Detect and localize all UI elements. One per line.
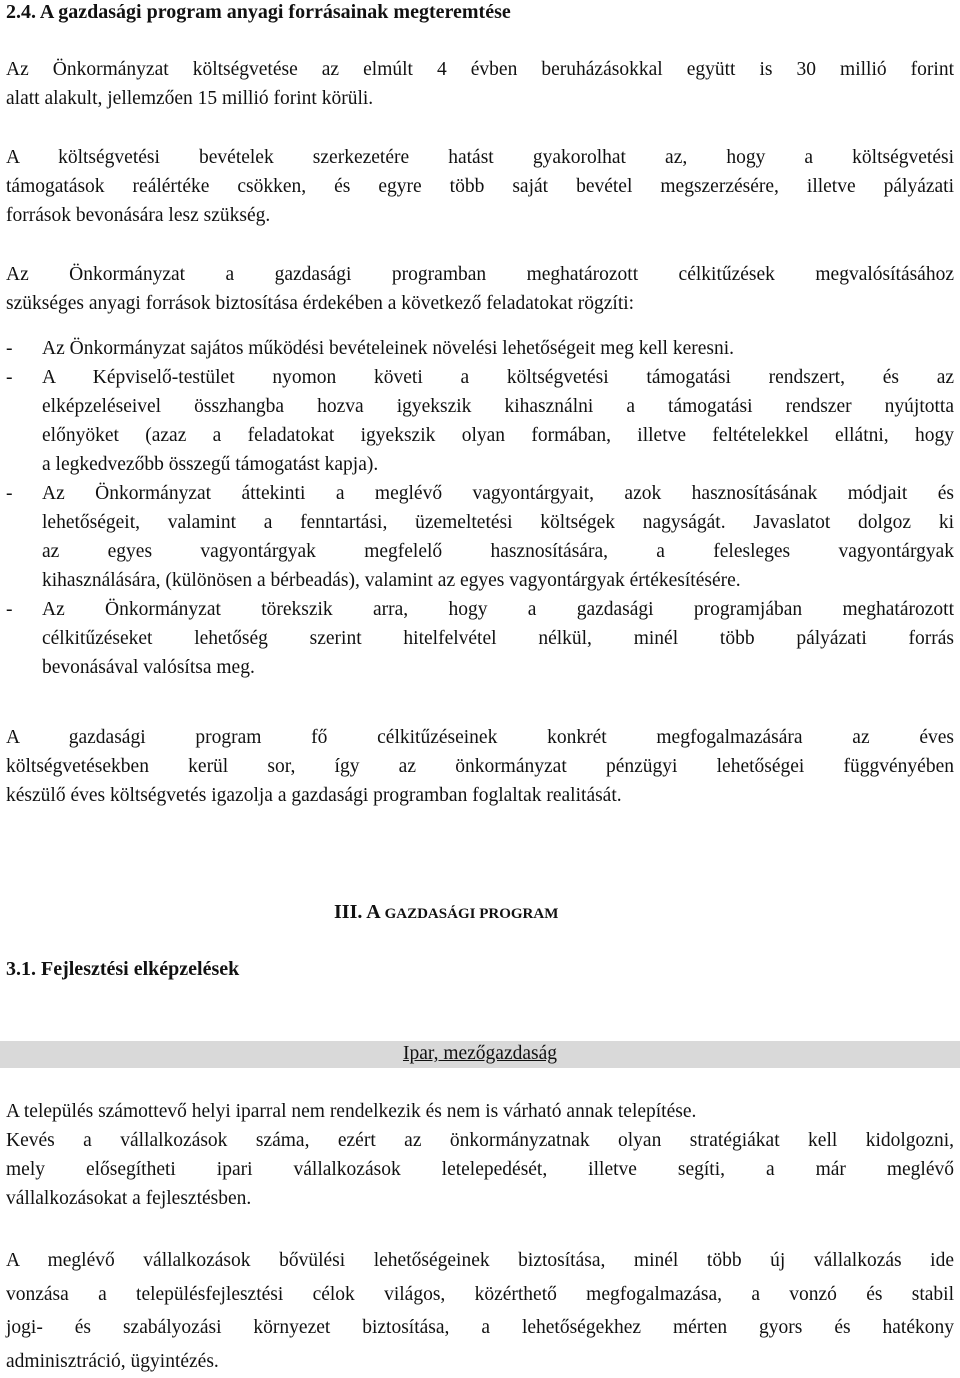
text-line: vállalkozásokat a fejlesztésben. bbox=[6, 1184, 954, 1213]
shaded-title: Ipar, mezőgazdaság bbox=[0, 1040, 960, 1068]
text-line: A Képviselő-testület nyomon követi a költségvetési támogatási rendszert, és az bbox=[42, 363, 954, 392]
text-line: Az Önkormányzat sajátos működési bevételeinek növelési lehetőségeit meg kell keresni. bbox=[42, 334, 954, 363]
dash-bullet: - bbox=[6, 334, 13, 363]
text-line: A gazdasági program fő célkitűzéseinek konkrét megfogalmazására az éves bbox=[6, 723, 954, 752]
section-heading: 2.4. A gazdasági program anyagi forrásainak megteremtése bbox=[6, 0, 511, 26]
text-line: A költségvetési bevételek szerkezetére hatást gyakorolhat az, hogy a költségvetési bbox=[6, 143, 954, 172]
chapter-numeral: III. A bbox=[334, 901, 385, 923]
dash-bullet: - bbox=[6, 479, 13, 508]
text-line: mely elősegítheti ipari vállalkozások letelepedését, illetve segíti, a már meglévő bbox=[6, 1155, 954, 1184]
paragraph-enterprises bbox=[6, 1126, 954, 1213]
text-line: Az Önkormányzat törekszik arra, hogy a gazdasági programjában meghatározott bbox=[42, 595, 954, 624]
text-line: költségvetésekben kerül sor, így az önkormányzat pénzügyi lehetőségei függvényében bbox=[6, 752, 954, 781]
text-line: A település számottevő helyi iparral nem rendelkezik és nem is várható annak telepítése. bbox=[6, 1097, 954, 1126]
text-line: szükséges anyagi források biztosítása érdekében a következő feladatokat rögzíti: bbox=[6, 289, 954, 318]
list-item bbox=[6, 479, 954, 595]
chapter-title bbox=[334, 898, 558, 928]
task-list bbox=[6, 334, 954, 682]
paragraph-tasks-intro bbox=[6, 260, 954, 318]
dash-bullet: - bbox=[6, 595, 13, 624]
text-line: Az Önkormányzat áttekinti a meglévő vagyontárgyait, azok hasznosításának módjait és bbox=[42, 479, 954, 508]
text-line: források bevonására lesz szükség. bbox=[6, 201, 954, 230]
paragraph-program-goals bbox=[6, 723, 954, 810]
text-line: a legkedvezőbb összegű támogatást kapja). bbox=[42, 450, 954, 479]
text-line: Kevés a vállalkozások száma, ezért az önkormányzatnak olyan stratégiákat kell kidolgozni, bbox=[6, 1126, 954, 1155]
list-item bbox=[6, 363, 954, 479]
text-line: elképzeléseivel összhangba hozva igyekszik kihasználni a támogatási rendszer nyújtotta bbox=[42, 392, 954, 421]
text-line: alatt alakult, jellemzően 15 millió forint körüli. bbox=[6, 84, 954, 113]
text-line: célkitűzéseket lehetőség szerint hitelfelvétel nélkül, minél több pályázati forrás bbox=[42, 624, 954, 653]
subsection-heading: 3.1. Fejlesztési elképzelések bbox=[6, 955, 239, 983]
text-line: kihasználására, (különösen a bérbeadás), valamint az egyes vagyontárgyak értékesítésére. bbox=[42, 566, 954, 595]
paragraph-industry bbox=[6, 1097, 954, 1126]
dash-bullet: - bbox=[6, 363, 13, 392]
list-item bbox=[6, 595, 954, 682]
text-line: támogatások reálértéke csökken, és egyre több saját bevétel megszerzésére, illetve pályázati bbox=[6, 172, 954, 201]
paragraph-revenue-structure bbox=[6, 143, 954, 230]
text-line: Az Önkormányzat a gazdasági programban meghatározott célkitűzések megvalósításához bbox=[6, 260, 954, 289]
text-line: adminisztráció, ügyintézés. bbox=[6, 1345, 954, 1378]
paragraph-budget-overview bbox=[6, 55, 954, 113]
text-line: az egyes vagyontárgyak megfelelő hasznosítására, a felesleges vagyontárgyak bbox=[42, 537, 954, 566]
text-line: A meglévő vállalkozások bővülési lehetőségeinek biztosítása, minél több új vállalkozás ide bbox=[6, 1244, 954, 1278]
text-line: előnyöket (azaz a feladatokat igyekszik olyan formában, illetve feltételekkel ellátni, hogy bbox=[42, 421, 954, 450]
list-item bbox=[6, 334, 954, 363]
text-line: bevonásával valósítsa meg. bbox=[42, 653, 954, 682]
text-line: vonzása a településfejlesztési célok világos, közérthető megfogalmazása, a vonzó és stabil bbox=[6, 1278, 954, 1312]
text-line: lehetőségeit, valamint a fenntartási, üzemeltetési költségek nagyságát. Javaslatot dolgoz ki bbox=[42, 508, 954, 537]
paragraph-enterprise-growth bbox=[6, 1244, 954, 1378]
text-line: készülő éves költségvetés igazolja a gazdasági programban foglaltak realitását. bbox=[6, 781, 954, 810]
text-line: jogi- és szabályozási környezet biztosítása, a lehetőségekhez mérten gyors és hatékony bbox=[6, 1311, 954, 1345]
chapter-title-smallcaps: GAZDASÁGI PROGRAM bbox=[385, 906, 559, 922]
text-line: Az Önkormányzat költségvetése az elmúlt 4 évben beruházásokkal együtt is 30 millió forint bbox=[6, 55, 954, 84]
